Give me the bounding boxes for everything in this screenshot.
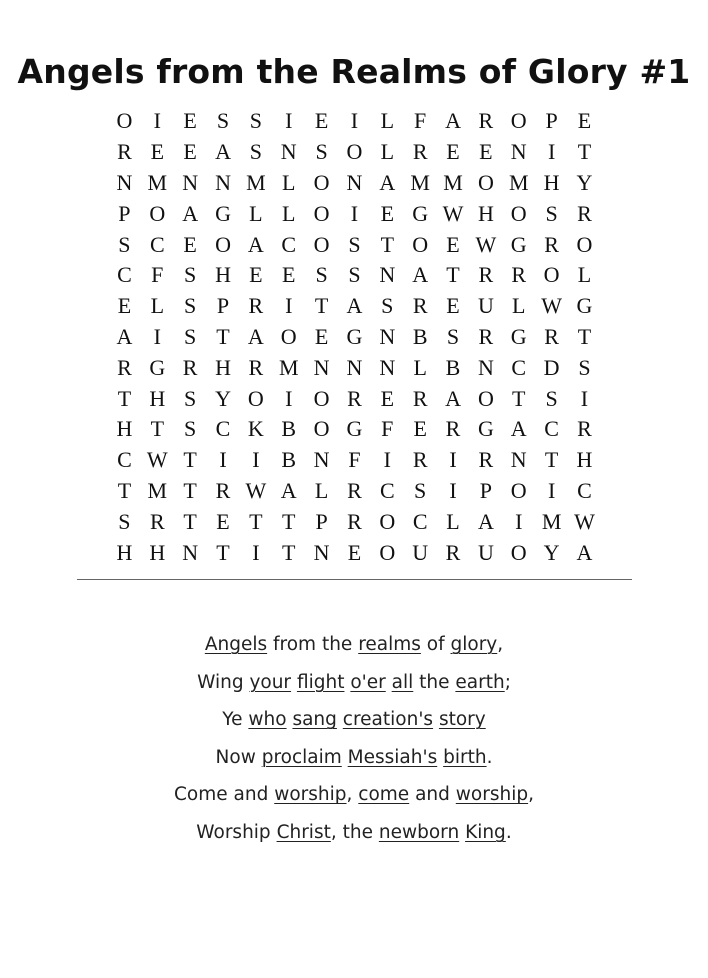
grid-letter: E — [479, 139, 493, 165]
grid-letter: O — [280, 323, 297, 349]
search-word: come — [358, 784, 410, 806]
search-word: your — [249, 671, 292, 693]
search-word: worship — [274, 784, 347, 806]
search-word: King — [465, 821, 506, 843]
grid-letter: U — [412, 539, 429, 565]
grid-letter: A — [510, 416, 527, 442]
grid-letter: S — [184, 262, 197, 288]
search-word: sang — [292, 709, 337, 731]
verse-text: . — [486, 746, 493, 768]
grid-letter: T — [249, 508, 263, 534]
grid-letter: O — [412, 231, 429, 257]
grid-letter: N — [477, 354, 494, 380]
grid-letter: L — [512, 293, 526, 319]
grid-letter: Y — [215, 385, 231, 411]
grid-letter: B — [281, 447, 297, 473]
grid-letter: S — [446, 323, 460, 349]
grid-letter: E — [446, 139, 460, 165]
grid-letter: H — [215, 354, 231, 380]
verse-text: from the — [267, 634, 359, 655]
grid-letter: W — [574, 508, 595, 534]
grid-letter: B — [412, 323, 428, 349]
grid-letter: I — [285, 385, 293, 411]
grid-letter: T — [282, 539, 296, 565]
grid-letter: S — [578, 354, 591, 380]
search-word: o'er — [350, 671, 386, 693]
hymn-verse — [0, 626, 708, 852]
grid-letter: B — [445, 354, 461, 380]
grid-letter: N — [280, 139, 297, 165]
grid-letter: R — [478, 262, 494, 288]
grid-letter: N — [116, 169, 133, 195]
grid-letter: O — [313, 416, 330, 442]
grid-letter: W — [245, 477, 267, 503]
grid-letter: A — [182, 200, 199, 226]
grid-letter: H — [576, 447, 593, 473]
grid-letter: A — [379, 169, 396, 195]
verse-text: , — [497, 634, 504, 655]
grid-letter: L — [249, 200, 263, 226]
search-word: all — [391, 671, 414, 693]
grid-letter: I — [219, 447, 227, 473]
grid-letter: P — [216, 293, 230, 319]
grid-letter: O — [510, 477, 527, 503]
grid-letter: O — [149, 200, 166, 226]
grid-letter: R — [117, 139, 132, 165]
grid-letter: O — [576, 231, 593, 257]
grid-letter: M — [246, 169, 266, 195]
grid-letter: S — [414, 477, 427, 503]
grid-letter: N — [313, 539, 330, 565]
grid-letter: G — [510, 323, 527, 349]
grid-letter: S — [118, 508, 131, 534]
grid-row — [108, 137, 601, 168]
grid-letter: I — [449, 477, 457, 503]
grid-letter: R — [347, 477, 362, 503]
grid-letter: R — [347, 508, 362, 534]
grid-letter: A — [247, 323, 264, 349]
grid-letter: R — [412, 293, 428, 319]
grid-letter: H — [215, 262, 231, 288]
grid-letter: I — [580, 385, 589, 411]
grid-letter: H — [543, 169, 560, 195]
grid-letter: N — [379, 262, 396, 288]
verse-text: the — [413, 671, 456, 693]
grid-letter: C — [215, 416, 231, 442]
grid-letter: L — [150, 293, 165, 319]
grid-letter: W — [146, 447, 168, 473]
grid-letter: C — [281, 231, 297, 257]
divider — [77, 579, 632, 580]
grid-row — [108, 414, 601, 445]
verse-text: of — [420, 634, 451, 655]
grid-letter: R — [248, 293, 264, 319]
grid-letter: I — [285, 293, 293, 319]
grid-letter: T — [446, 262, 460, 288]
grid-row — [108, 383, 601, 414]
grid-letter: R — [511, 262, 527, 288]
grid-letter: O — [313, 169, 330, 195]
grid-letter: L — [282, 200, 296, 226]
grid-letter: G — [477, 416, 494, 442]
word-search-grid — [108, 106, 601, 568]
grid-letter: A — [116, 323, 133, 349]
grid-letter: O — [116, 108, 133, 134]
grid-letter: O — [346, 139, 363, 165]
grid-row — [108, 198, 601, 229]
grid-letter: A — [477, 508, 494, 534]
grid-letter: E — [380, 385, 395, 411]
grid-letter: R — [577, 200, 592, 226]
grid-letter: R — [347, 385, 362, 411]
grid-letter: O — [477, 169, 494, 195]
grid-letter: M — [541, 508, 562, 534]
grid-letter: O — [510, 200, 527, 226]
grid-letter: S — [216, 108, 230, 134]
grid-letter: I — [153, 108, 161, 134]
grid-letter: A — [445, 385, 461, 411]
verse-text: , — [346, 784, 359, 806]
search-word: Messiah's — [347, 746, 438, 768]
grid-letter: R — [445, 539, 461, 565]
grid-letter: E — [117, 293, 132, 319]
verse-text: Come and — [174, 784, 275, 806]
grid-letter: E — [216, 508, 230, 534]
grid-letter: T — [380, 231, 395, 257]
grid-letter: E — [446, 293, 460, 319]
grid-letter: O — [313, 231, 330, 257]
grid-letter: E — [183, 139, 197, 165]
grid-letter: L — [282, 169, 296, 195]
grid-letter: I — [547, 477, 556, 503]
verse-line — [0, 626, 708, 664]
grid-letter: F — [414, 108, 427, 134]
grid-letter: E — [282, 262, 296, 288]
grid-letter: R — [478, 447, 494, 473]
grid-letter: B — [281, 416, 297, 442]
verse-text: , the — [330, 821, 379, 843]
grid-letter: O — [477, 385, 494, 411]
grid-letter: N — [379, 323, 396, 349]
grid-letter: I — [350, 200, 359, 226]
grid-letter: A — [247, 231, 264, 257]
grid-letter: E — [577, 108, 592, 134]
grid-letter: R — [117, 354, 132, 380]
grid-letter: S — [381, 293, 394, 319]
grid-row — [108, 506, 601, 537]
grid-letter: M — [147, 477, 168, 503]
grid-letter: F — [348, 447, 361, 473]
grid-row — [108, 229, 601, 260]
grid-letter: O — [510, 539, 527, 565]
grid-letter: N — [313, 447, 330, 473]
grid-letter: I — [285, 108, 293, 134]
grid-letter: L — [577, 262, 592, 288]
grid-letter: T — [216, 539, 230, 565]
grid-letter: E — [347, 539, 362, 565]
grid-letter: N — [313, 354, 330, 380]
grid-letter: P — [545, 108, 558, 134]
grid-letter: W — [475, 231, 497, 257]
grid-letter: R — [248, 354, 264, 380]
grid-letter: E — [183, 231, 197, 257]
grid-letter: M — [443, 169, 463, 195]
grid-letter: C — [577, 477, 592, 503]
grid-letter: S — [348, 262, 361, 288]
verse-line — [0, 739, 708, 777]
grid-letter: C — [511, 354, 527, 380]
grid-letter: R — [412, 139, 428, 165]
grid-letter: M — [278, 354, 299, 380]
grid-letter: S — [545, 385, 558, 411]
grid-row — [108, 291, 601, 322]
grid-letter: T — [216, 323, 230, 349]
search-word: creation's — [342, 709, 434, 731]
grid-letter: O — [247, 385, 264, 411]
grid-letter: N — [346, 354, 363, 380]
grid-letter: H — [149, 385, 166, 411]
grid-letter: M — [508, 169, 529, 195]
page-title: Angels from the Realms of Glory #1 — [17, 52, 691, 91]
grid-letter: T — [512, 385, 526, 411]
grid-letter: G — [412, 200, 429, 226]
search-word: worship — [455, 784, 529, 806]
grid-letter: E — [413, 416, 427, 442]
grid-letter: I — [515, 508, 523, 534]
grid-letter: S — [184, 323, 197, 349]
grid-letter: K — [247, 416, 264, 442]
grid-letter: A — [412, 262, 429, 288]
grid-letter: I — [383, 447, 391, 473]
grid-letter: N — [510, 447, 527, 473]
grid-letter: M — [147, 169, 168, 195]
grid-letter: Y — [576, 169, 593, 195]
grid-letter: S — [315, 139, 328, 165]
verse-text: and — [409, 784, 456, 806]
grid-letter: G — [510, 231, 527, 257]
grid-letter: C — [117, 262, 132, 288]
grid-letter: F — [151, 262, 164, 288]
grid-letter: E — [380, 200, 395, 226]
grid-row — [108, 260, 601, 291]
grid-letter: S — [249, 108, 262, 134]
grid-letter: E — [150, 139, 165, 165]
verse-text: Wing — [197, 671, 250, 693]
grid-letter: R — [544, 231, 559, 257]
grid-letter: A — [346, 293, 363, 319]
grid-letter: A — [445, 108, 461, 134]
grid-row — [108, 106, 601, 137]
grid-letter: E — [249, 262, 263, 288]
search-word: story — [438, 709, 486, 731]
grid-letter: P — [479, 477, 492, 503]
grid-letter: M — [410, 169, 430, 195]
grid-letter: P — [118, 200, 131, 226]
grid-letter: E — [183, 108, 197, 134]
grid-letter: R — [149, 508, 165, 534]
grid-letter: S — [118, 231, 131, 257]
grid-letter: H — [116, 416, 133, 442]
grid-letter: O — [379, 508, 396, 534]
grid-letter: S — [545, 200, 558, 226]
grid-letter: L — [380, 108, 395, 134]
grid-letter: T — [314, 293, 329, 319]
search-word: Angels — [204, 634, 268, 655]
grid-letter: E — [314, 108, 329, 134]
grid-letter: P — [315, 508, 328, 534]
search-word: who — [248, 709, 287, 731]
grid-letter: G — [576, 293, 593, 319]
grid-letter: R — [445, 416, 461, 442]
grid-letter: O — [543, 262, 560, 288]
grid-letter: R — [478, 323, 494, 349]
verse-text: Ye — [222, 709, 249, 731]
search-word: Christ — [276, 821, 331, 843]
grid-letter: O — [510, 108, 527, 134]
grid-letter: I — [153, 323, 161, 349]
verse-text: . — [505, 821, 512, 843]
grid-letter: R — [577, 416, 592, 442]
grid-letter: O — [313, 200, 330, 226]
grid-letter: H — [116, 539, 133, 565]
grid-letter: C — [544, 416, 559, 442]
grid-letter: T — [183, 477, 197, 503]
grid-letter: G — [215, 200, 231, 226]
grid-letter: R — [215, 477, 231, 503]
verse-line — [0, 776, 708, 814]
grid-letter: T — [117, 477, 132, 503]
search-word: realms — [358, 634, 421, 655]
grid-letter: A — [215, 139, 231, 165]
grid-letter: G — [149, 354, 166, 380]
grid-letter: N — [379, 354, 396, 380]
search-word: newborn — [378, 821, 460, 843]
grid-letter: W — [442, 200, 464, 226]
grid-letter: S — [184, 293, 197, 319]
grid-letter: N — [182, 169, 199, 195]
grid-letter: O — [313, 385, 330, 411]
grid-letter: F — [381, 416, 394, 442]
grid-row — [108, 476, 601, 507]
grid-letter: C — [117, 447, 132, 473]
grid-letter: A — [576, 539, 593, 565]
grid-letter: S — [315, 262, 328, 288]
grid-letter: A — [280, 477, 297, 503]
grid-letter: D — [543, 354, 560, 380]
grid-letter: T — [577, 139, 592, 165]
search-word: birth — [443, 746, 487, 768]
grid-letter: T — [282, 508, 296, 534]
verse-line — [0, 701, 708, 739]
search-word: proclaim — [261, 746, 342, 768]
search-word: flight — [296, 671, 345, 693]
grid-letter: T — [117, 385, 132, 411]
verse-line — [0, 664, 708, 702]
grid-letter: L — [380, 139, 395, 165]
grid-letter: N — [346, 169, 363, 195]
grid-letter: H — [477, 200, 494, 226]
grid-letter: T — [150, 416, 165, 442]
grid-letter: W — [541, 293, 562, 319]
grid-letter: Y — [543, 539, 560, 565]
grid-letter: C — [379, 477, 395, 503]
search-word: glory — [450, 634, 498, 655]
verse-text: ; — [504, 671, 511, 693]
verse-text: , — [528, 784, 534, 806]
grid-letter: I — [449, 447, 457, 473]
grid-letter: N — [510, 139, 527, 165]
grid-row — [108, 352, 601, 383]
grid-letter: G — [346, 323, 363, 349]
verse-line — [0, 814, 708, 852]
grid-letter: E — [446, 231, 460, 257]
grid-letter: S — [184, 385, 197, 411]
grid-letter: U — [477, 539, 494, 565]
verse-text: Now — [215, 746, 262, 768]
grid-letter: I — [350, 108, 359, 134]
grid-letter: L — [446, 508, 460, 534]
grid-letter: I — [547, 139, 556, 165]
grid-letter: N — [215, 169, 231, 195]
grid-letter: O — [215, 231, 231, 257]
grid-letter: E — [314, 323, 329, 349]
search-word: earth — [455, 671, 505, 693]
grid-letter: L — [314, 477, 329, 503]
grid-letter: I — [252, 539, 260, 565]
grid-letter: I — [252, 447, 260, 473]
grid-letter: T — [577, 323, 592, 349]
grid-letter: C — [149, 231, 165, 257]
grid-row — [108, 445, 601, 476]
grid-letter: N — [182, 539, 199, 565]
grid-letter: T — [183, 447, 197, 473]
grid-letter: R — [478, 108, 494, 134]
grid-row — [108, 537, 601, 568]
grid-letter: U — [477, 293, 494, 319]
grid-letter: G — [346, 416, 363, 442]
grid-letter: C — [412, 508, 428, 534]
grid-letter: R — [544, 323, 559, 349]
grid-letter: S — [249, 139, 262, 165]
grid-letter: T — [183, 508, 197, 534]
grid-letter: H — [149, 539, 166, 565]
grid-row — [108, 168, 601, 199]
grid-letter: S — [348, 231, 361, 257]
grid-row — [108, 322, 601, 353]
grid-letter: R — [182, 354, 198, 380]
grid-letter: S — [184, 416, 197, 442]
grid-letter: T — [544, 447, 559, 473]
verse-text: Worship — [196, 821, 277, 843]
grid-letter: O — [379, 539, 396, 565]
grid-letter: R — [412, 447, 428, 473]
grid-letter: L — [413, 354, 427, 380]
grid-letter: R — [412, 385, 428, 411]
